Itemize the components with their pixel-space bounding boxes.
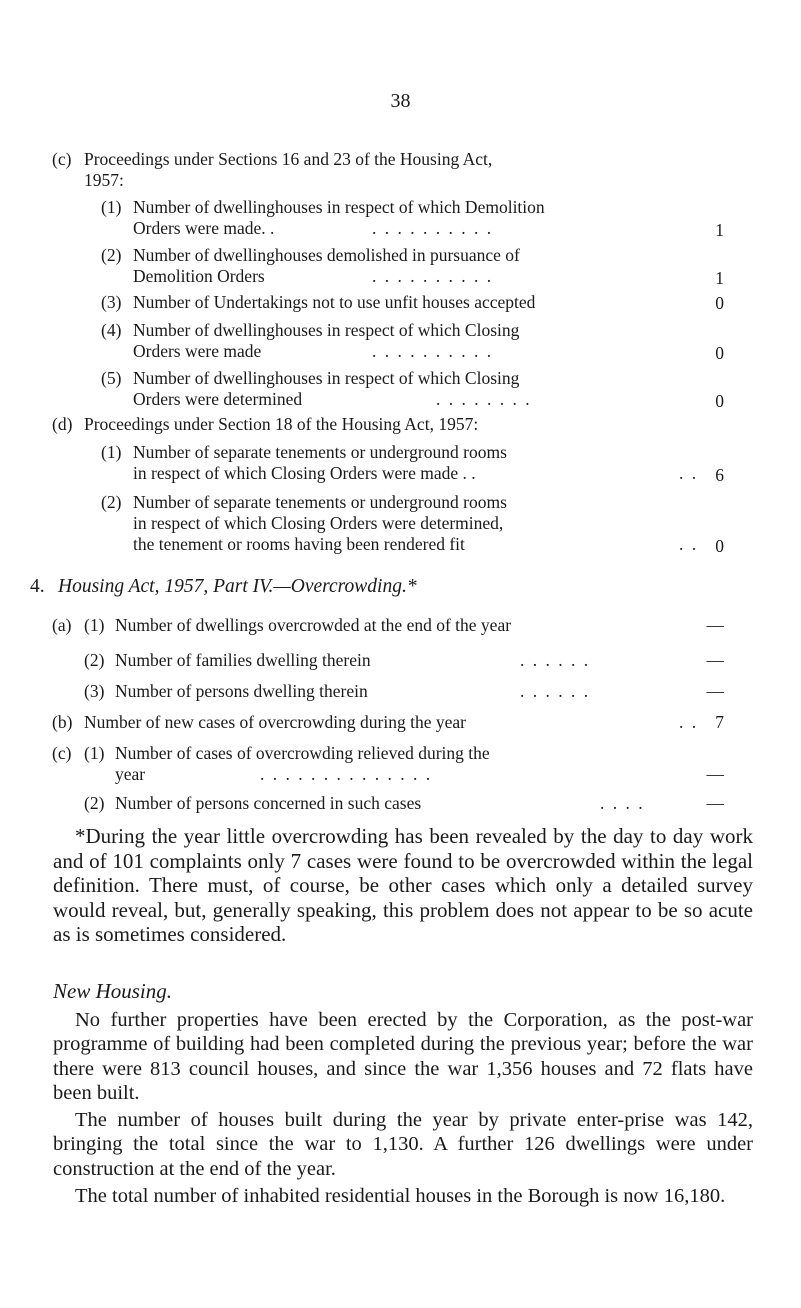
s4-item-b-text: Number of new cases of overcrowding during the year	[84, 712, 466, 732]
new-housing-paragraph-1: No further properties have been erected by the Corporation, as the post-war programme of building had been completed during the previous year; before the war there were 813 council houses, and since the war 1,356 houses and 72 flats have been built.	[53, 1009, 753, 1105]
c-item-3-num: (3)	[101, 292, 122, 312]
s4-item-a1-value: —	[706, 615, 724, 635]
c-item-2-line1: Number of dwellinghouses demolished in pursuance of	[133, 245, 520, 265]
d-item-2-line3: the tenement or rooms having been rendered fit	[133, 534, 465, 554]
c-item-5-value: 0	[715, 391, 724, 411]
s4-item-a3-dots: . . . . . .	[520, 681, 591, 701]
s4-item-c-marker: (c)	[52, 743, 72, 763]
s4-item-a1-num: (1)	[84, 615, 105, 635]
d-item-2-dots: . .	[679, 534, 699, 554]
s4-item-a2-dots: . . . . . .	[520, 650, 591, 670]
s4-item-b-value: 7	[715, 712, 724, 732]
c-item-1-line2: Orders were made. .	[133, 218, 275, 238]
s4-item-c1-num: (1)	[84, 743, 105, 763]
s4-item-a2-num: (2)	[84, 650, 105, 670]
d-item-2-line2: in respect of which Closing Orders were determined,	[133, 513, 504, 533]
d-item-1-dots: . .	[679, 463, 699, 483]
new-housing-paragraph-3: The total number of inhabited residential houses in the Borough is now 16,180.	[75, 1185, 726, 1207]
c-item-1-dots: . . . . . . . . . .	[372, 218, 494, 238]
section-c-title-line2: 1957:	[84, 170, 124, 190]
c-item-2-dots: . . . . . . . . . .	[372, 266, 494, 286]
section-4-title-text: Housing Act, 1957, Part IV.—Overcrowding.*	[58, 576, 417, 597]
d-item-1-line2: in respect of which Closing Orders were made . .	[133, 463, 476, 483]
section-d-title: Proceedings under Section 18 of the Housing Act, 1957:	[84, 414, 479, 434]
s4-item-c2-text: Number of persons concerned in such cases	[115, 793, 422, 813]
c-item-5-line1: Number of dwellinghouses in respect of which Closing	[133, 368, 520, 388]
c-item-4-value: 0	[715, 343, 724, 363]
s4-item-c1-text: Number of cases of overcrowding relieved during the	[115, 743, 490, 763]
c-item-5-num: (5)	[101, 368, 122, 388]
s4-item-a2-text: Number of families dwelling therein	[115, 650, 371, 670]
c-item-5-line2: Orders were determined	[133, 389, 303, 409]
c-item-2-line2: Demolition Orders	[133, 266, 265, 286]
c-item-1-line1: Number of dwellinghouses in respect of which Demolition	[133, 197, 545, 217]
s4-item-a3-value: —	[706, 681, 724, 701]
section-4-title	[58, 576, 417, 598]
c-item-5-dots: . . . . . . . .	[436, 389, 532, 409]
d-item-2-line1: Number of separate tenements or underground rooms	[133, 492, 507, 512]
c-item-2-value: 1	[715, 268, 724, 288]
s4-item-c2-num: (2)	[84, 793, 105, 813]
new-housing-title: New Housing.	[53, 979, 173, 1003]
c-item-4-dots: . . . . . . . . . .	[372, 341, 494, 361]
section-c-marker: (c)	[52, 149, 72, 169]
s4-item-c2-value: —	[706, 793, 724, 813]
s4-item-a3-text: Number of persons dwelling therein	[115, 681, 368, 701]
overcrowding-footnote: *During the year little overcrowding has been revealed by the day to day work and of 101 complaints only 7 cases were found to be overcrowded within the legal definition. There must, of course, be other cases which only a detailed survey would reveal, but, generally speaking, this problem does not appear to be so acute as is sometimes considered.	[53, 824, 753, 947]
d-item-1-num: (1)	[101, 442, 122, 462]
d-item-1-line1: Number of separate tenements or underground rooms	[133, 442, 507, 462]
s4-item-a-marker: (a)	[52, 615, 72, 635]
c-item-4-line2: Orders were made	[133, 341, 262, 361]
d-item-2-value: 0	[715, 536, 724, 556]
s4-item-a1-text: Number of dwellings overcrowded at the end of the year	[115, 615, 512, 635]
page-number: 38	[390, 90, 411, 112]
s4-item-c2-dots: . . . .	[600, 793, 645, 813]
section-4-number: 4.	[30, 576, 45, 597]
c-item-1-num: (1)	[101, 197, 122, 217]
s4-item-a3-num: (3)	[84, 681, 105, 701]
s4-item-c1-dots: . . . . . . . . . . . . . .	[260, 764, 433, 784]
section-d-marker: (d)	[52, 414, 73, 434]
s4-item-c1-value: —	[706, 764, 724, 784]
section-c-title-line1: Proceedings under Sections 16 and 23 of the Housing Act,	[84, 149, 493, 169]
new-housing-paragraph-2: The number of houses built during the year by private enter-prise was 142, bringing the total since the war to 1,130. A further 126 dwellings were under construction at the end of the year.	[53, 1109, 753, 1180]
c-item-3-line1: Number of Undertakings not to use unfit houses accepted	[133, 292, 536, 312]
d-item-1-value: 6	[715, 465, 724, 485]
s4-item-b-marker: (b)	[52, 712, 73, 732]
c-item-4-num: (4)	[101, 320, 122, 340]
s4-item-b-dots: . .	[679, 712, 699, 732]
c-item-2-num: (2)	[101, 245, 122, 265]
c-item-3-value: 0	[715, 293, 724, 313]
s4-item-a2-value: —	[706, 650, 724, 670]
c-item-1-value: 1	[715, 220, 724, 240]
c-item-4-line1: Number of dwellinghouses in respect of which Closing	[133, 320, 520, 340]
d-item-2-num: (2)	[101, 492, 122, 512]
s4-item-c1-text2: year	[115, 764, 146, 784]
